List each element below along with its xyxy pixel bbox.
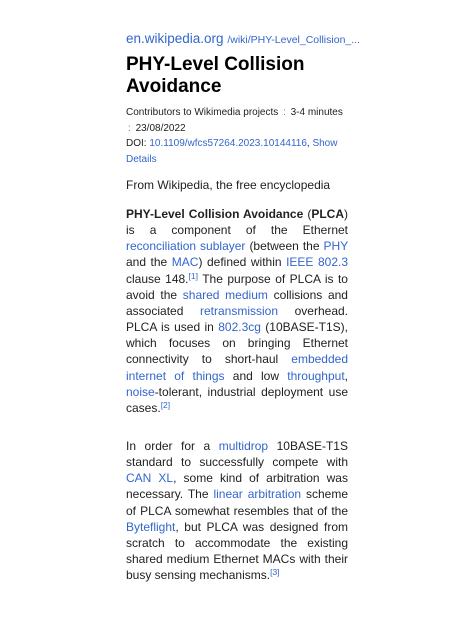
paragraph-text: , but PLCA was designed from scratch to accommodate the existing shared medium Ethernet MACs with their busy sensing mechanisms. xyxy=(126,519,348,583)
paragraph-text: , some kind of arbitration was necessary. The xyxy=(126,471,348,502)
link-retransmission[interactable]: retransmission xyxy=(199,303,279,318)
paragraph-text: ) is a component of the Ethernet xyxy=(126,207,348,238)
paragraph-text: (10BASE-T1S), which focuses on bringing Ethernet connectivity to short-haul xyxy=(126,320,348,367)
article-meta: Contributors to Wikimedia projects : 3-4 minutes : 23/08/2022 DOI: 10.1109/wfcs57264.2023.10144116, Show Details xyxy=(126,107,343,165)
paragraph-text: (between the xyxy=(245,239,324,254)
article-term-abbr: PLCA xyxy=(311,207,344,221)
paragraph-text: collisions and associated xyxy=(126,287,348,318)
link-multidrop[interactable]: multidrop xyxy=(218,439,269,453)
citation-1[interactable]: [1] xyxy=(188,270,198,281)
meta-separator: : xyxy=(128,122,131,134)
show-details-link[interactable]: Show Details xyxy=(126,138,338,165)
link-noise[interactable]: noise xyxy=(126,384,155,399)
paragraph-text: scheme of PLCA somewhat resembles that of the xyxy=(126,487,349,518)
paragraph-text: clause 148. xyxy=(126,271,189,286)
read-time: 3-4 minutes xyxy=(290,107,343,118)
paragraph-text: , xyxy=(344,368,348,383)
link-reconciliation-sublayer[interactable]: reconciliation sublayer xyxy=(126,239,246,254)
paragraph-text: ( xyxy=(303,207,312,221)
link-can-xl[interactable]: CAN XL xyxy=(126,471,174,486)
article-paragraph-2 xyxy=(126,438,348,583)
link-shared-medium[interactable]: shared medium xyxy=(182,287,268,302)
link-byteflight[interactable]: Byteflight xyxy=(126,519,176,534)
article-intro: From Wikipedia, the free encyclopedia xyxy=(126,178,331,192)
link-ieee-802-3[interactable]: IEEE 802.3 xyxy=(286,255,349,270)
doi-link[interactable]: 10.1109/wfcs57264.2023.10144116 xyxy=(149,138,307,149)
paragraph-text: -tolerant, industrial deployment use cases. xyxy=(126,384,348,415)
paragraph-text: 10BASE-T1S standard to successfully compete with xyxy=(126,439,348,470)
paragraph-text: overhead. PLCA is used in xyxy=(126,303,348,335)
link-linear-arbitration[interactable]: linear arbitration xyxy=(213,487,302,502)
citation-3[interactable]: [3] xyxy=(270,567,280,578)
paragraph-text: and the xyxy=(126,255,172,270)
paragraph-text: ) defined within xyxy=(198,255,287,270)
paragraph-text: In order for a xyxy=(126,439,219,453)
citation-2[interactable]: [2] xyxy=(160,399,171,410)
contributors-text: Contributors to Wikimedia projects xyxy=(126,107,279,118)
link-mac[interactable]: MAC xyxy=(171,255,199,270)
source-domain-link[interactable]: en.wikipedia.org xyxy=(126,31,224,46)
article-paragraph-1 xyxy=(126,206,348,416)
article-term: PHY-Level Collision Avoidance xyxy=(126,207,304,221)
source-header xyxy=(126,31,360,46)
link-802-3cg[interactable]: 802.3cg xyxy=(218,320,261,335)
paragraph-text: The purpose of PLCA is to avoid the xyxy=(126,271,348,302)
publish-date: 23/08/2022 xyxy=(135,122,186,134)
paragraph-text: and low xyxy=(224,368,288,383)
link-throughput[interactable]: throughput xyxy=(287,368,345,383)
link-embedded-iot[interactable]: embedded internet of things xyxy=(126,352,348,383)
page-title: PHY-Level Collision Avoidance xyxy=(126,54,305,97)
meta-separator: : xyxy=(283,107,286,118)
doi-label: DOI: xyxy=(126,138,147,149)
link-phy[interactable]: PHY xyxy=(323,239,348,254)
source-path-link[interactable]: /wiki/PHY-Level_Collision_... xyxy=(227,34,360,46)
